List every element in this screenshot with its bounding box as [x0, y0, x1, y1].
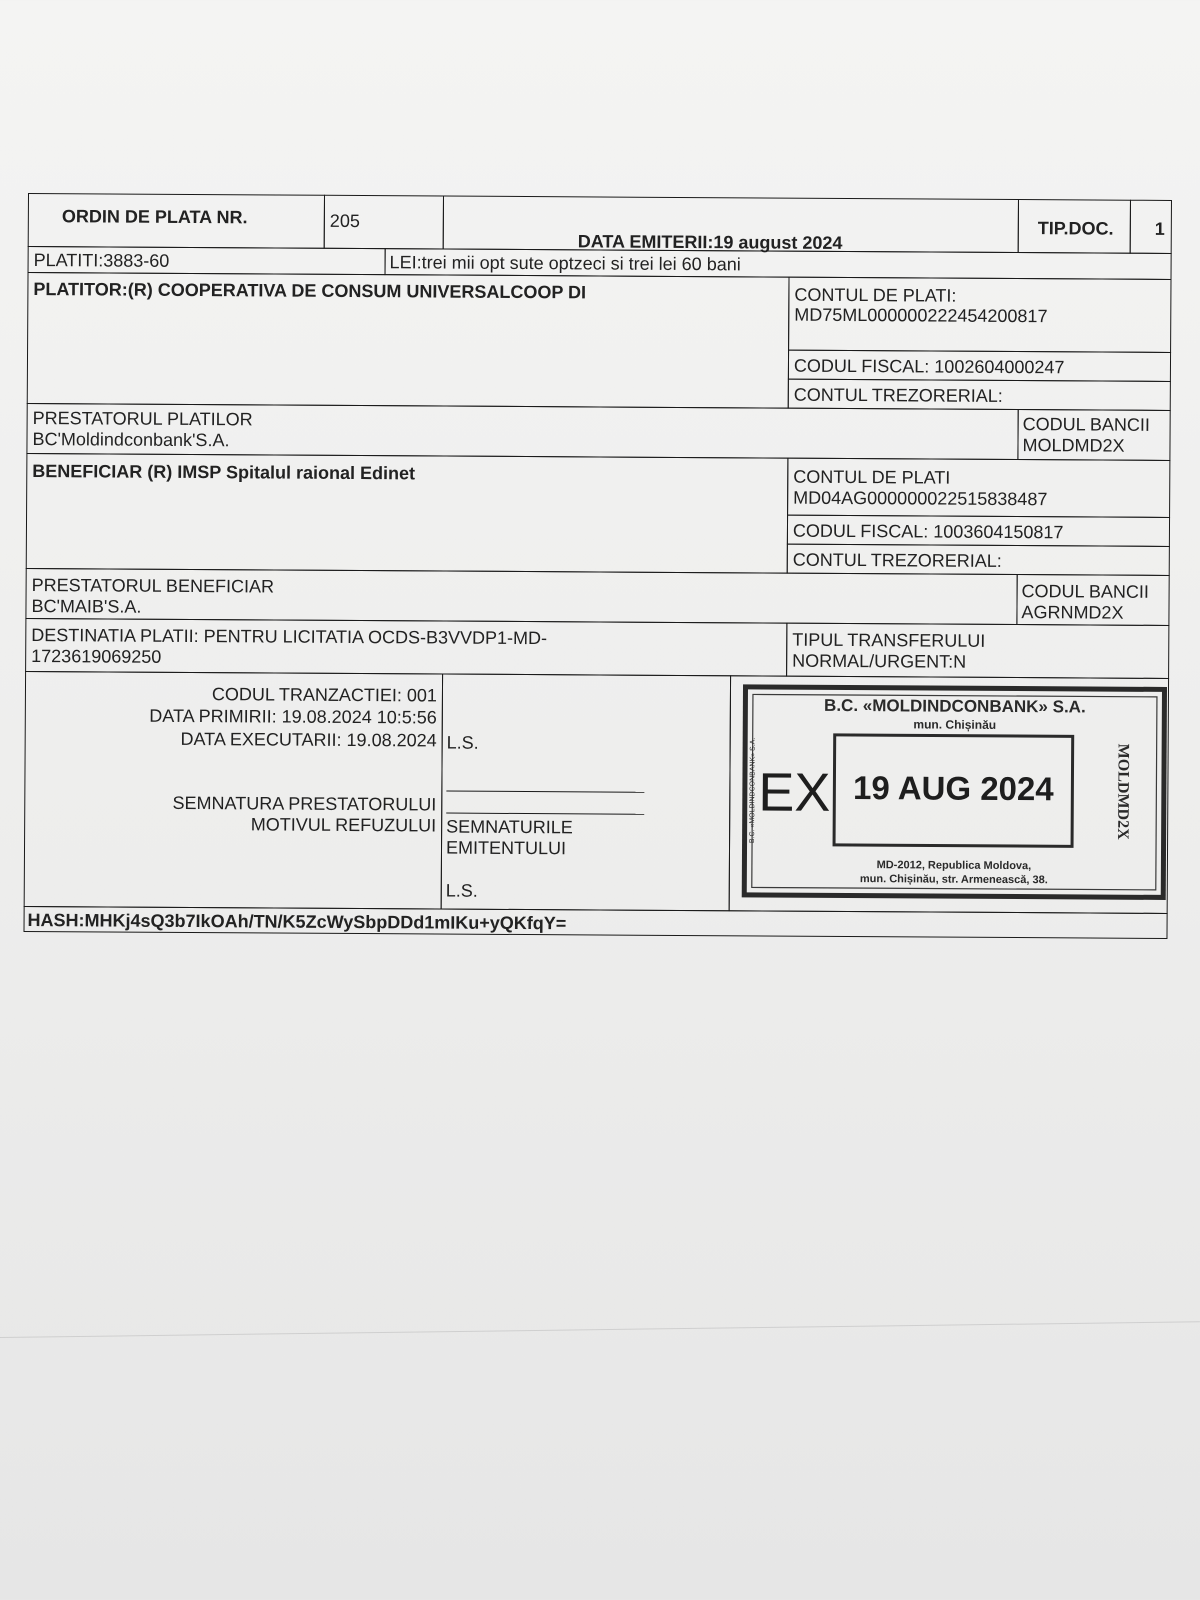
doc-type-value: 1 [1154, 218, 1165, 239]
beneficiary-bank-name: BC'MAIB'S.A. [31, 596, 142, 617]
payer-bank-code: MOLDMD2X [1022, 435, 1125, 456]
purpose-line-2: 1723619069250 [31, 646, 162, 667]
form-title: ORDIN DE PLATA NR. [61, 206, 248, 228]
execution-date: DATA EXECUTARII: 19.08.2024 [180, 728, 437, 751]
payer-account-label: CONTUL DE PLATI: [794, 284, 957, 306]
issuer-signatures-label-1: SEMNATURILE [446, 816, 573, 838]
payer-bank-label: PRESTATORUL PLATILOR [32, 408, 253, 430]
hash-value: HASH:MHKj4sQ3b7IkOAh/TN/K5ZcWySbpDDd1mIKu+yQKfqY= [27, 909, 567, 934]
beneficiary-account-value: MD04AG000000022515838487 [793, 487, 1048, 510]
paper-fold-line [0, 1321, 1200, 1338]
stamp-bank-name: B.C. «MOLDINDCONBANK» S.A. [824, 695, 1086, 717]
payer-fiscal-code: CODUL FISCAL: 1002604000247 [793, 355, 1065, 378]
ls-stamp-bottom: L.S. [445, 880, 478, 901]
stamp-address-2: mun. Chișinău, str. Armenească, 38. [859, 873, 1048, 887]
transfer-type-label: TIPUL TRANSFERULUI [792, 629, 986, 651]
payer-bank-name: BC'Moldindconbank'S.A. [32, 429, 230, 451]
stamp-address-1: MD-2012, Republica Moldova, [876, 859, 1032, 873]
beneficiary-bank-code: AGRNMD2X [1021, 602, 1124, 623]
payer-account-value: MD75ML000000222454200817 [794, 304, 1048, 327]
transaction-code: CODUL TRANZACTIEI: 001 [211, 684, 438, 706]
received-date: DATA PRIMIRII: 19.08.2024 10:5:56 [149, 705, 437, 728]
bank-stamp [742, 684, 1167, 900]
stamp-date: 19 AUG 2024 [853, 769, 1054, 808]
ls-stamp-top: L.S. [446, 732, 479, 753]
doc-type-label: TIP.DOC. [1037, 218, 1114, 239]
beneficiary-name: BENEFICIAR (R) IMSP Spitalul raional Edinet [32, 461, 416, 484]
purpose-line-1: DESTINATIA PLATII: PENTRU LICITATIA OCDS-B3VVDP1-MD- [31, 625, 548, 649]
beneficiary-account-label: CONTUL DE PLATI [793, 466, 951, 488]
stamp-side-left: B.C. «MOLDINDCONBANK» S.A. [749, 737, 757, 844]
payer-bank-code-label: CODUL BANCII [1022, 414, 1151, 435]
stamp-city: mun. Chișinău [913, 717, 997, 732]
stamp-code: EX [758, 762, 831, 823]
order-number: 205 [329, 210, 360, 232]
payer-name: PLATITOR:(R) COOPERATIVA DE CONSUM UNIVERSALCOOP DI [33, 279, 587, 303]
issue-date: DATA EMITERII:19 august 2024 [577, 231, 843, 253]
amount-digits: PLATITI:3883-60 [33, 250, 170, 271]
beneficiary-treasury-account: CONTUL TREZORERIAL: [792, 549, 1002, 571]
doc-type-value-cell [1130, 200, 1172, 254]
payer-treasury-account: CONTUL TREZORERIAL: [793, 384, 1003, 406]
amount-words: LEI:trei mii opt sute optzeci si trei lei 60 bani [389, 252, 741, 275]
beneficiary-fiscal-code: CODUL FISCAL: 1003604150817 [792, 520, 1064, 543]
transfer-type-value: NORMAL/URGENT:N [792, 650, 967, 672]
provider-signature-label: SEMNATURA PRESTATORULUI [172, 792, 437, 815]
issuer-signatures-label-2: EMITENTULUI [445, 837, 567, 859]
refusal-reason-label: MOTIVUL REFUZULUI [250, 814, 437, 836]
beneficiary-bank-code-label: CODUL BANCII [1021, 581, 1150, 602]
stamp-side-right: MOLDMD2X [1114, 743, 1132, 840]
beneficiary-bank-label: PRESTATORUL BENEFICIAR [31, 575, 275, 597]
